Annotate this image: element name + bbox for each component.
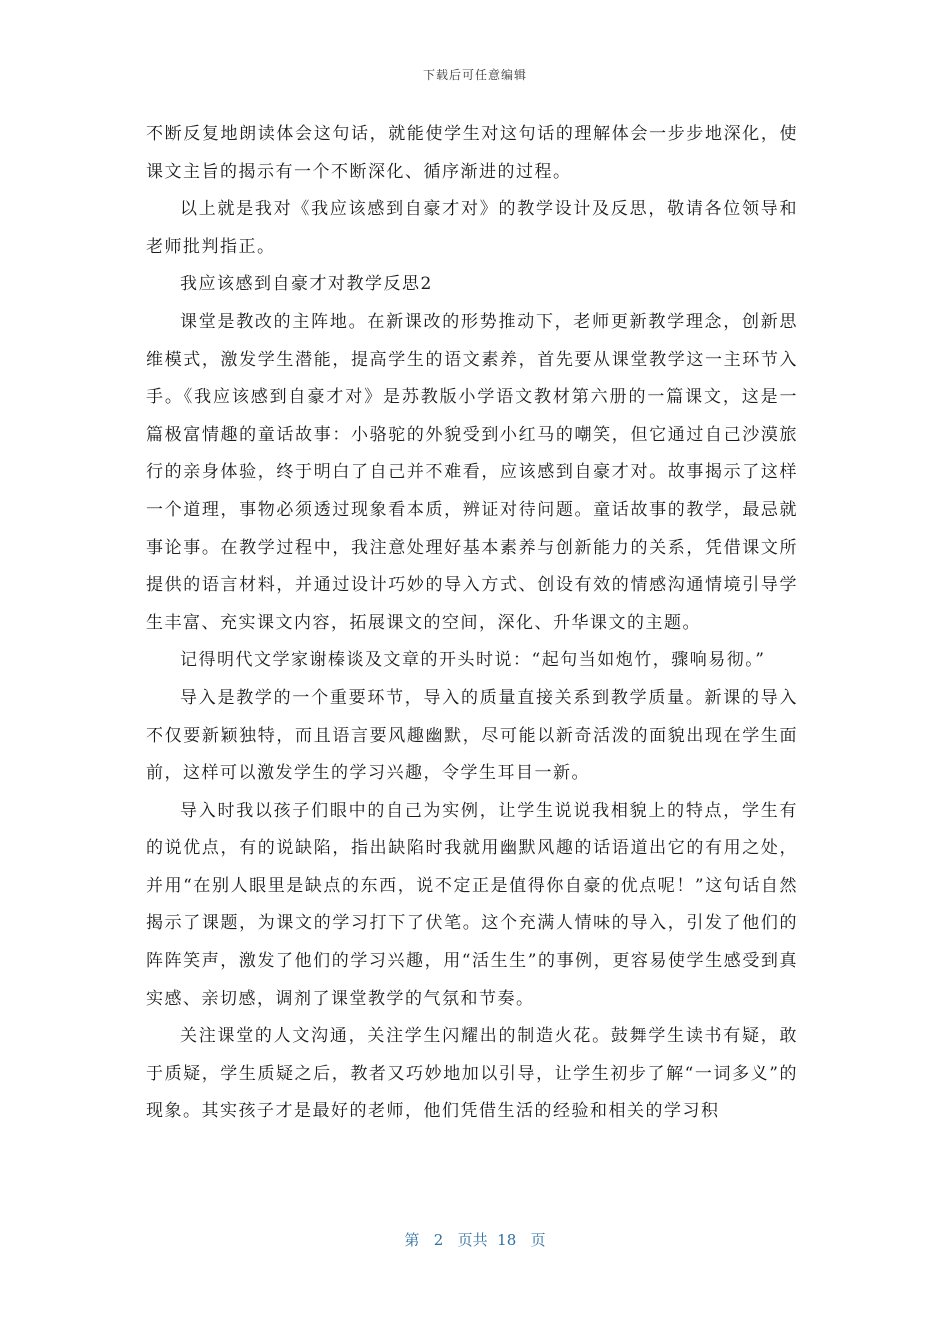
page-footer [0, 1229, 950, 1250]
footer-page-suffix: 页 [530, 1231, 546, 1249]
page-header: 下载后可任意编辑 [422, 68, 527, 82]
paragraph-introduction-importance: 导入是教学的一个重要环节，导入的质量直接关系到教学质量。新课的导入不仅要新颖独特，而且语言要风趣幽默，尽可能以新奇活泼的面貌出现在学生面前，这样可以激发学生的学习兴趣，令学生耳目一新。 [146, 687, 798, 784]
document-body [146, 116, 798, 1131]
footer-page-number: 2 [433, 1231, 444, 1249]
footer-total-pages: 18 [497, 1231, 517, 1249]
paragraph-quote: 记得明代文学家谢榛谈及文章的开头时说：“起句当如炮竹，骤响易彻。” [180, 650, 766, 671]
footer-page-prefix: 第 [404, 1231, 420, 1249]
paragraph-introduction-example: 导入时我以孩子们眼中的自己为实例，让学生说说我相貌上的特点，学生有的说优点，有的说缺陷，指出缺陷时我就用幽默风趣的话语道出它的有用之处，并用“在别人眼里是缺点的东西，说不定正是值得你自豪的优点呢！”这句话自然揭示了课题，为课文的学习打下了伏笔。这个充满人情味的导入，引发了他们的阵阵笑声，激发了他们的学习兴趣，用“活生生”的事例，更容易使学生感受到真实感、亲切感，调剂了课堂教学的气氛和节奏。 [146, 800, 798, 1009]
paragraph-closing-remarks: 以上就是我对《我应该感到自豪才对》的教学设计及反思，敬请各位领导和老师批判指正。 [146, 199, 798, 257]
paragraph-intro: 课堂是教改的主阵地。在新课改的形势推动下，老师更新教学理念，创新思维模式，激发学生潜能，提高学生的语文素养，首先要从课堂教学这一主环节入手。《我应该感到自豪才对》是苏教版小学语文教材第六册的一篇课文，这是一篇极富情趣的童话故事：小骆驼的外貌受到小红马的嘲笑，但它通过自己沙漠旅行的亲身体验，终于明白了自己并不难看，应该感到自豪才对。故事揭示了这样一个道理，事物必须透过现象看本质，辨证对待问题。童话故事的教学，最忌就事论事。在教学过程中，我注意处理好基本素养与创新能力的关系，凭借课文所提供的语言材料，并通过设计巧妙的导入方式、创设有效的情感沟通情境引导学生丰富、充实课文内容，拓展课文的空间，深化、升华课文的主题。 [146, 311, 798, 633]
paragraph-continuation: 不断反复地朗读体会这句话，就能使学生对这句话的理解体会一步步地深化，使课文主旨的揭示有一个不断深化、循序渐进的过程。 [146, 124, 798, 182]
paragraph-humanistic-communication: 关注课堂的人文沟通，关注学生闪耀出的制造火花。鼓舞学生读书有疑，敢于质疑，学生质疑之后，教者又巧妙地加以引导，让学生初步了解“一词多义”的现象。其实孩子才是最好的老师，他们凭借生活的经验和相关的学习积 [146, 1026, 798, 1122]
footer-page-middle: 页共 [457, 1231, 488, 1249]
section-heading: 我应该感到自豪才对教学反思2 [180, 274, 433, 295]
